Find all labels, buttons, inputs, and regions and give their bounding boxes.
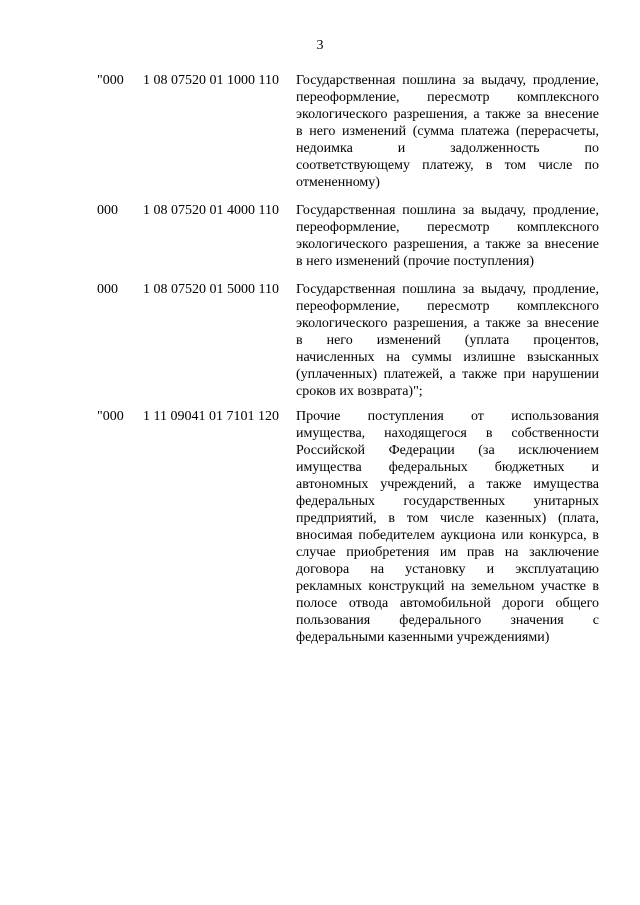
- description-line: Российской Федерации (за исключением: [296, 443, 599, 458]
- description-line: полосе отвода автомобильной дороги общего: [296, 596, 599, 611]
- admin-code: "000: [97, 409, 124, 424]
- description-line: в него изменений (сумма платежа (перерасчеты,: [296, 124, 599, 139]
- row-description: [296, 281, 599, 400]
- description-line: экологического разрешения, а также за внесение: [296, 237, 599, 252]
- description-line: в него изменений (уплата процентов,: [296, 333, 599, 348]
- page-number: 3: [316, 38, 324, 53]
- description-line: пользования федерального значения с: [296, 613, 599, 628]
- description-line: сроков их возврата)";: [296, 384, 423, 399]
- description-line: вносимая победителем аукциона или конкурса, в: [296, 528, 599, 543]
- admin-code: 000: [97, 282, 118, 297]
- description-line: переоформление, пересмотр комплексного: [296, 220, 599, 235]
- row-description: [296, 202, 599, 270]
- description-line: автономных учреждений, а также имущества: [296, 477, 599, 492]
- description-line: случае приобретения им прав на заключение: [296, 545, 599, 560]
- description-line: экологического разрешения, а также за внесение: [296, 316, 599, 331]
- description-line: отмененному): [296, 175, 380, 190]
- kbk-code: 1 08 07520 01 1000 110: [143, 73, 279, 88]
- description-line: начисленных на суммы излишне взысканных: [296, 350, 599, 365]
- kbk-code: 1 08 07520 01 4000 110: [143, 203, 279, 218]
- description-line: предприятий, в том числе казенных) (плата,: [296, 511, 599, 526]
- description-line: Государственная пошлина за выдачу, продление,: [296, 282, 599, 297]
- kbk-code: 1 08 07520 01 5000 110: [143, 282, 279, 297]
- row-description: [296, 72, 599, 191]
- description-line: Государственная пошлина за выдачу, продление,: [296, 203, 599, 218]
- description-line: экологического разрешения, а также за внесение: [296, 107, 599, 122]
- description-line: переоформление, пересмотр комплексного: [296, 299, 599, 314]
- description-line: имущества федеральных бюджетных и: [296, 460, 599, 475]
- row-description: [296, 408, 599, 646]
- description-line: федеральными казенными учреждениями): [296, 630, 550, 645]
- description-line: рекламных конструкций на земельном участке в: [296, 579, 599, 594]
- description-line: недоимка и задолженность по: [296, 141, 599, 156]
- kbk-code: 1 11 09041 01 7101 120: [143, 409, 279, 424]
- admin-code: 000: [97, 203, 118, 218]
- description-line: Прочие поступления от использования: [296, 409, 599, 424]
- description-line: Государственная пошлина за выдачу, продление,: [296, 73, 599, 88]
- description-line: соответствующему платежу, в том числе по: [296, 158, 599, 173]
- description-line: федеральных государственных унитарных: [296, 494, 599, 509]
- description-line: переоформление, пересмотр комплексного: [296, 90, 599, 105]
- description-line: договора на установку и эксплуатацию: [296, 562, 599, 577]
- description-line: имущества, находящегося в собственности: [296, 426, 599, 441]
- description-line: в него изменений (прочие поступления): [296, 254, 535, 269]
- admin-code: "000: [97, 73, 124, 88]
- description-line: (уплаченных) платежей, а также при нарушении: [296, 367, 599, 382]
